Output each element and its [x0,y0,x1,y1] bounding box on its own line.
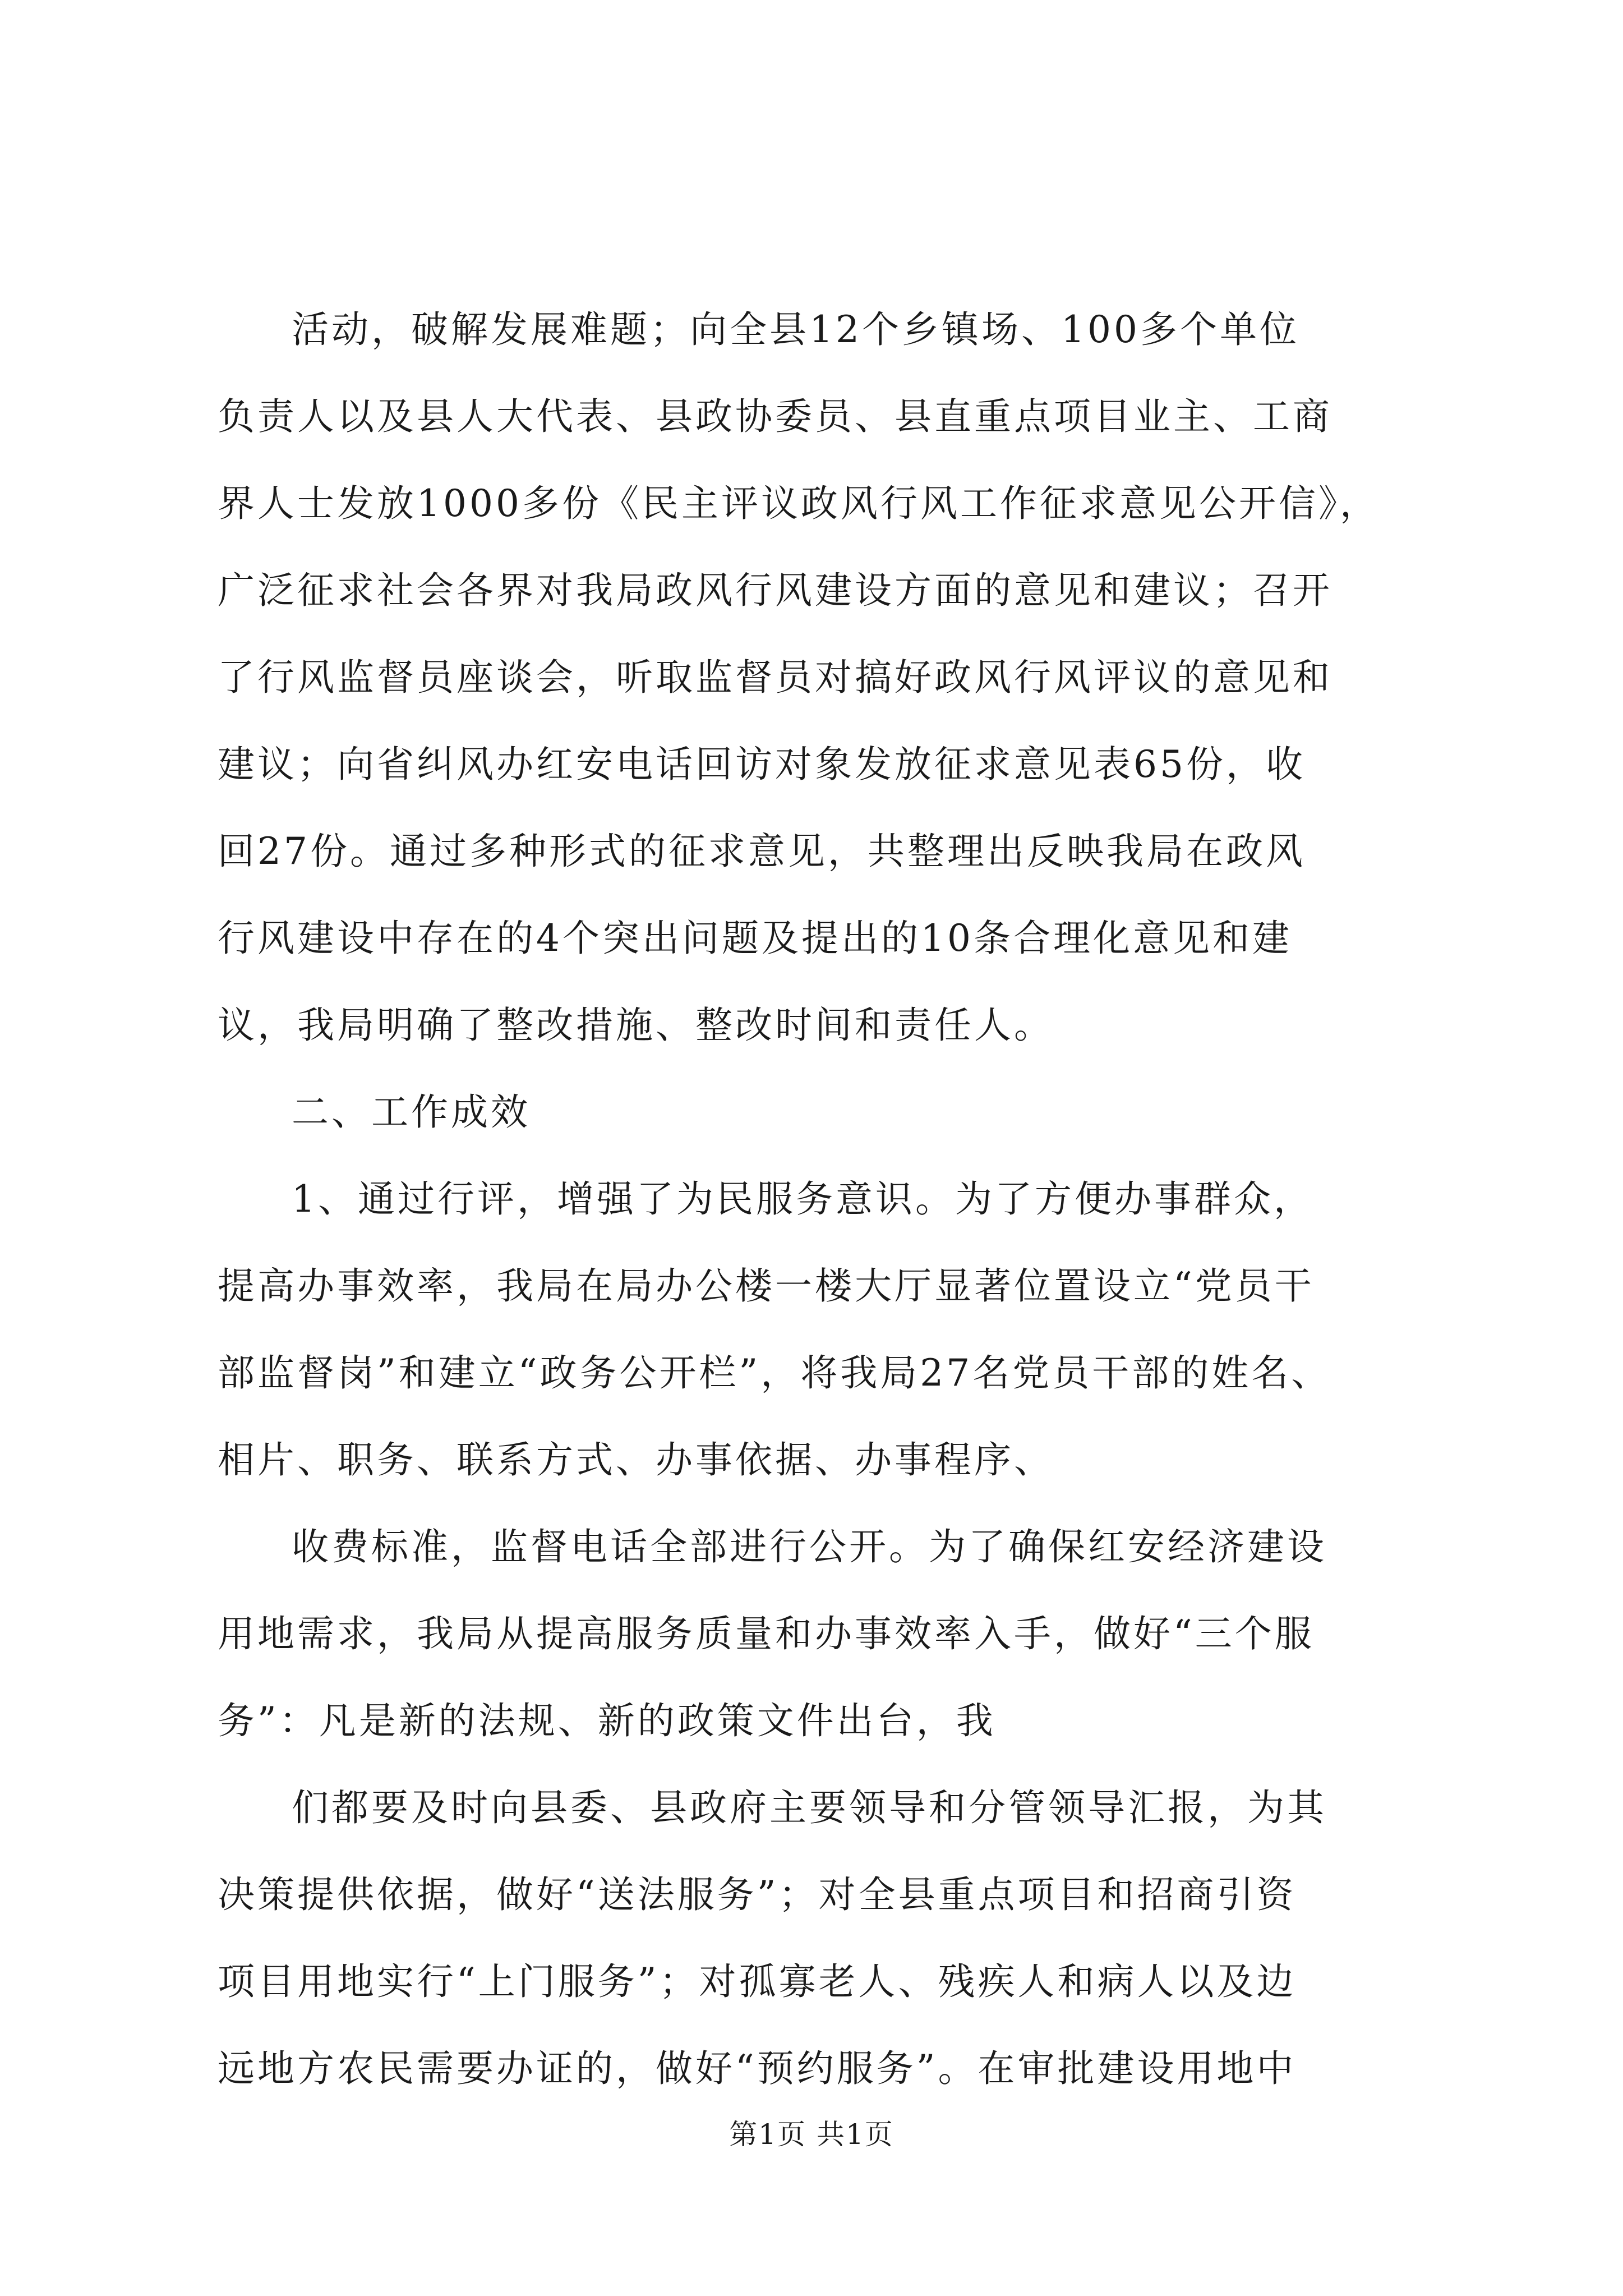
paragraph-line: 收费标准，监督电话全部进行公开。为了确保红安经济建设 [292,1525,1327,1568]
paragraph-line: 务”：凡是新的法规、新的政策文件出台，我 [218,1699,996,1742]
paragraph-line: 提高办事效率，我局在局办公楼一楼大厅显著位置设立“党员干 [218,1264,1315,1308]
paragraph-line: 部监督岗”和建立“政务公开栏”，将我局27名党员干部的姓名、 [218,1351,1331,1395]
paragraph-line: 议，我局明确了整改措施、整改时间和责任人。 [218,1004,1054,1047]
paragraph-line: 了行风监督员座谈会，听取监督员对搞好政风行风评议的意见和 [218,656,1332,699]
paragraph-line: 们都要及时向县委、县政府主要领导和分管领导汇报，为其 [292,1786,1327,1829]
paragraph-line: 1、通过行评，增强了为民服务意识。为了方便办事群众， [292,1177,1313,1221]
paragraph-line: 远地方农民需要办证的，做好“预约服务”。在审批建设用地中 [218,2047,1297,2090]
paragraph-line: 回27份。通过多种形式的征求意见，共整理出反映我局在政风 [218,830,1306,873]
paragraph-line: 决策提供依据，做好“送法服务”；对全县重点项目和招商引资 [218,1873,1297,1916]
paragraph-line: 建议；向省纠风办红安电话回访对象发放征求意见表65份，收 [218,743,1306,786]
paragraph-line: 相片、职务、联系方式、办事依据、办事程序、 [218,1438,1054,1481]
paragraph-line: 广泛征求社会各界对我局政风行风建设方面的意见和建议；召开 [218,569,1332,612]
paragraph-line: 活动，破解发展难题；向全县12个乡镇场、100多个单位 [292,308,1299,351]
section-heading: 二、工作成效 [292,1091,531,1134]
paragraph-line: 界人士发放1000多份《民主评议政风行风工作征求意见公开信》， [218,482,1380,525]
paragraph-line: 项目用地实行“上门服务”；对孤寡老人、残疾人和病人以及边 [218,1960,1297,2003]
paragraph-line: 用地需求，我局从提高服务质量和办事效率入手，做好“三个服 [218,1612,1315,1655]
paragraph-line: 行风建设中存在的4个突出问题及提出的10条合理化意见和建 [218,917,1292,960]
page-footer: 第1页 共1页 [729,2118,894,2151]
paragraph-line: 负责人以及县人大代表、县政协委员、县直重点项目业主、工商 [218,395,1332,438]
